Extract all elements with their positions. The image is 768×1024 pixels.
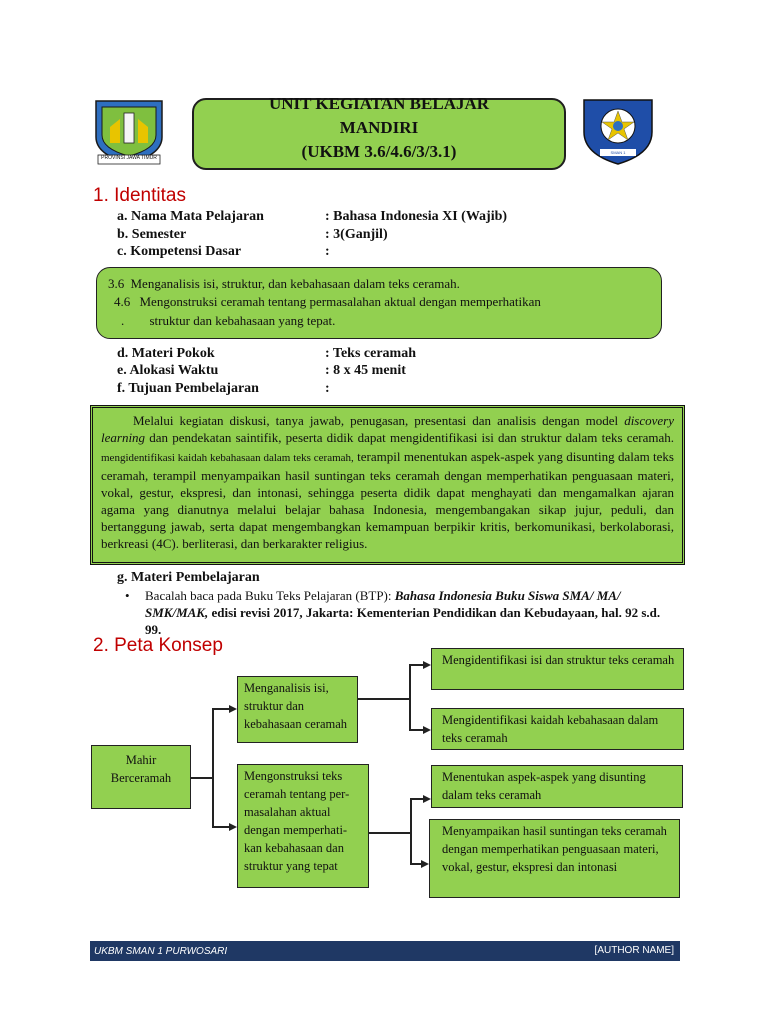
node-leaf-4: [429, 819, 680, 898]
title-box: [192, 94, 566, 170]
connector-mid2-vertical: [410, 798, 412, 864]
node-mid-2: [237, 764, 369, 888]
row-label: b. Semester: [117, 227, 187, 242]
arrow-to-leaf3: [423, 795, 431, 803]
arrow-to-mid1: [229, 705, 237, 713]
materi-bullet: [125, 587, 665, 638]
row-value: : 3(Ganjil): [325, 227, 388, 242]
kd-item-3: [121, 313, 335, 329]
page-footer: [90, 941, 680, 961]
arrow-to-leaf2: [423, 726, 431, 734]
materi-text-italic: Bahasa Indonesia Buku Siswa SMA/ MA/ SMK/MAK,: [145, 588, 621, 620]
title-line-3: (UKBM 3.6/4.6/3/3.1): [301, 142, 457, 161]
connector-to-leaf1: [409, 664, 423, 666]
materi-text-pre: Bacalah baca pada Buku Teks Pelajaran (BTP):: [145, 588, 395, 603]
title-line-1: UNIT KEGIATAN BELAJAR: [268, 94, 490, 113]
identity-row-d: [117, 346, 617, 364]
school-emblem-logo: [578, 96, 658, 168]
connector-to-leaf2: [409, 729, 423, 731]
node-leaf-3: [431, 765, 683, 808]
provincial-emblem-logo: [90, 97, 168, 167]
kd-item-2: [114, 294, 541, 310]
footer-left-text: UKBM SMAN 1 PURWOSARI: [94, 946, 228, 957]
identity-row-a: [117, 209, 617, 227]
identity-row-f: [117, 381, 617, 399]
connector-mid1-vertical: [409, 664, 411, 730]
connector-to-leaf3: [410, 798, 423, 800]
kd-text: Mengonstruksi ceramah tentang permasalahan aktual dengan memperhatikan: [139, 294, 541, 309]
node-leaf-2: [431, 708, 684, 750]
connector-root-out: [191, 777, 213, 779]
kd-text: Menganalisis isi, struktur, dan kebahasaan dalam teks ceramah.: [130, 276, 460, 291]
kd-num: 3.6: [108, 276, 125, 291]
connector-to-mid1: [212, 708, 229, 710]
footer-right-text: [AUTHOR NAME]: [594, 945, 674, 956]
node-leaf-3-text: Menentukan aspek-aspek yang disunting dalam teks ceramah: [442, 770, 646, 802]
right-logo-caption: SMAN 1 PURWOSARI: [605, 150, 631, 160]
node-root-text: Mahir Berceramah: [110, 753, 172, 785]
row-label: f. Tujuan Pembelajaran: [117, 381, 259, 396]
node-mid-1: [237, 676, 358, 743]
row-label: c. Kompetensi Dasar: [117, 244, 242, 259]
node-leaf-2-text: Mengidentifikasi kaidah kebahasaan dalam teks ceramah: [442, 713, 659, 745]
kd-num: 4.6: [114, 294, 131, 309]
tujuan-text-3: terampil menentukan aspek-aspek yang disunting dalam teks ceramah, terampil menyampaikan hasil suntingan teks ceramah dengan memperhatikan penguasaan materi, vokal, gestur, ekspresi, dan intonasi, sehingga peserta didik dapat menghayati dan mengamalkan ajaran agama yang dianutnya melalui belajar bahasa Indonesia, mengembangakan sikap jujur, peduli, dan bertanggung jawab, serta dapat mengembangkan kemampuan berpikir kritis, berkomunikasi, berkolaborasi, berkreasi (4C). berliterasi, dan berkarakter religius.: [101, 449, 674, 551]
tujuan-text-small: mengidentifikasi kaidah kebahasaan dalam teks ceramah,: [101, 452, 354, 464]
node-leaf-1-text: Mengidentifikasi isi dan struktur teks ceramah: [442, 653, 675, 667]
connector-mid1-out: [358, 698, 410, 700]
arrow-to-leaf4: [421, 860, 429, 868]
peta-konsep-heading: 2. Peta Konsep: [93, 635, 223, 656]
tujuan-text-2: dan pendekatan saintifik, peserta didik dapat mengidentifikasi isi dan struktur dalam teks ceramah.: [145, 430, 674, 445]
row-value: :: [325, 381, 330, 396]
node-mid-1-text: Menganalisis isi, struktur dan kebahasaan ceramah: [244, 681, 348, 731]
node-leaf-4-text: Menyampaikan hasil suntingan teks ceramah dengan memperhatikan penguasaan materi, vokal, gestur, ekspresi dan intonasi: [442, 824, 667, 874]
row-value: : Teks ceramah: [325, 346, 416, 361]
row-value: : 8 x 45 menit: [325, 363, 406, 378]
connector-to-mid2: [212, 826, 229, 828]
identity-row-b: [117, 227, 617, 245]
row-value: :: [325, 244, 330, 259]
kd-text: struktur dan kebahasaan yang tepat.: [149, 313, 336, 328]
arrow-to-leaf1: [423, 661, 431, 669]
node-root: [91, 745, 191, 809]
identitas-heading: 1. Identitas: [93, 185, 186, 206]
kd-item-1: [108, 276, 460, 292]
node-mid-2-text: Mengonstruksi teks ceramah tentang per-masalahan aktual dengan memperhati-kan kebahasaan dan struktur yang tepat: [244, 769, 350, 873]
node-leaf-1: [431, 648, 684, 690]
kompetensi-dasar-box: [96, 267, 662, 339]
materi-pembelajaran-label: g. Materi Pembelajaran: [117, 570, 260, 585]
row-label: d. Materi Pokok: [117, 346, 215, 361]
identity-row-c: [117, 244, 617, 262]
identity-row-e: [117, 363, 617, 381]
tujuan-pembelajaran-box: [90, 405, 685, 565]
arrow-to-mid2: [229, 823, 237, 831]
tujuan-text-1: Melalui kegiatan diskusi, tanya jawab, penugasan, presentasi dan analisis dengan model: [133, 413, 619, 428]
left-logo-caption: PROVINSI JAWA TIMUR: [101, 155, 157, 161]
title-line-2: MANDIRI: [339, 118, 419, 137]
kd-num: .: [121, 313, 125, 328]
connector-to-leaf4: [410, 863, 421, 865]
connector-mid2-out: [369, 832, 411, 834]
connector-root-vertical: [212, 708, 214, 827]
row-label: e. Alokasi Waktu: [117, 363, 219, 378]
bullet-dot: •: [125, 588, 130, 603]
tujuan-text-italic: discovery learning: [101, 413, 674, 445]
materi-text-post: edisi revisi 2017, Jakarta: Kementerian Pendidikan dan Kebudayaan, hal. 92 s.d. 99.: [145, 605, 661, 637]
row-value: : Bahasa Indonesia XI (Wajib): [325, 209, 508, 224]
row-label: a. Nama Mata Pelajaran: [117, 209, 264, 224]
